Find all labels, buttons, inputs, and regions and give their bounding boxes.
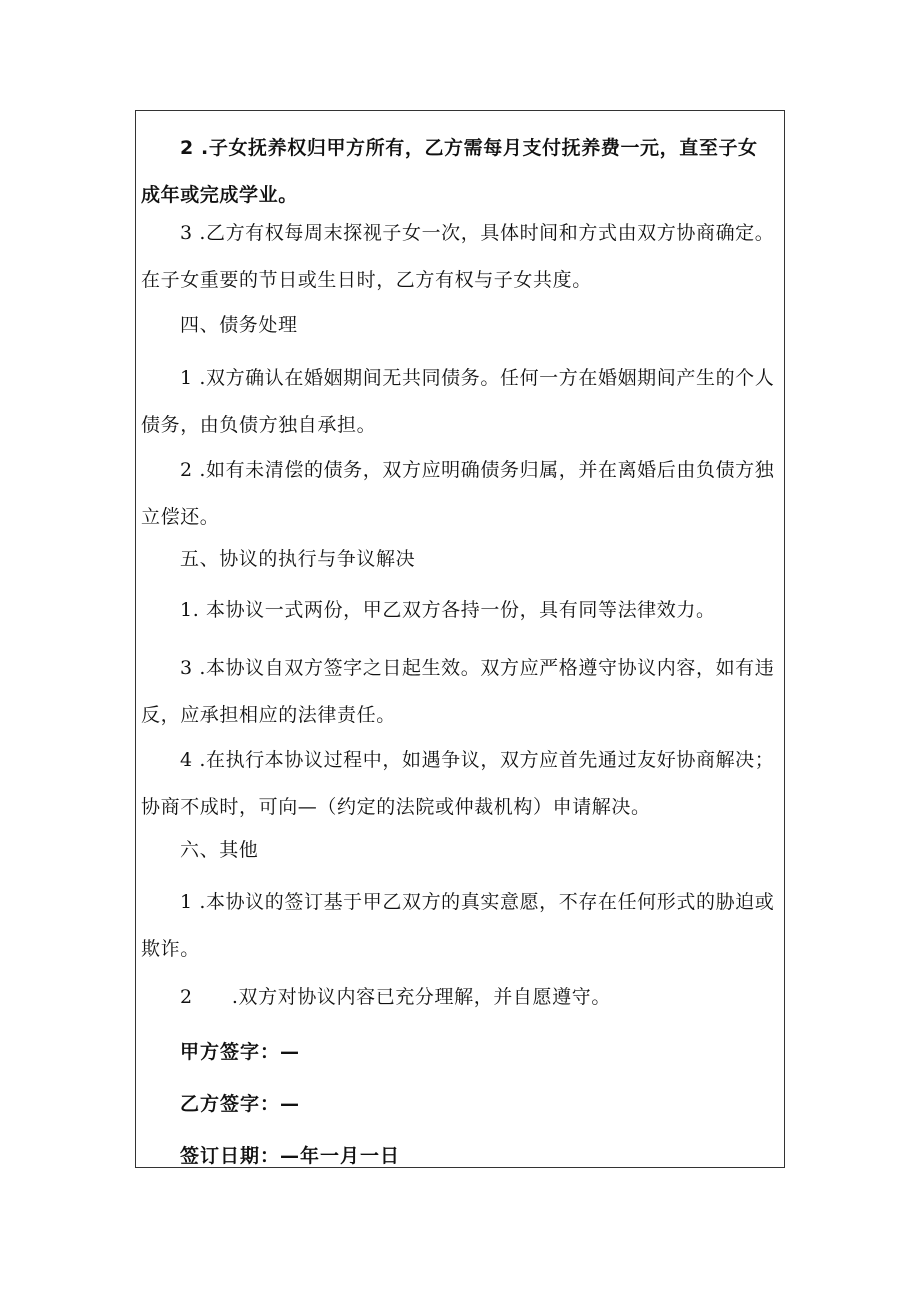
clause-custody [141,125,780,219]
clause-visitation-line2: 在子女重要的节日或生日时，乙方有权与子女共度。 [141,269,592,291]
clause-dispute-line1: 4 .在执行本协议过程中，如遇争议，双方应首先通过友好协商解决； [180,749,775,771]
clause-no-joint-debt-line1: 1 .双方确认在婚姻期间无共同债务。任何一方在婚姻期间产生的个人 [180,367,775,389]
clause-effective-line1: 3 .本协议自双方签字之日起生效。双方应严格遵守协议内容，如有违 [180,657,775,679]
signing-date: 签订日期：—年一月一日 [180,1145,401,1167]
signature-party-b: 乙方签字：— [180,1093,301,1115]
clause-understanding-line1: 2 .双方对协议内容已充分理解，并自愿遵守。 [180,986,611,1008]
clause-copies [141,587,780,634]
clause-dispute-line2: 协商不成时，可向—（约定的法院或仲裁机构）申请解决。 [141,796,651,818]
signature-party-a: 甲方签字：— [180,1041,301,1063]
clause-custody-line1: 2 .子女抚养权归甲方所有，乙方需每月支付抚养费一元，直至子女 [180,137,758,159]
clause-no-joint-debt [141,355,780,449]
clause-unpaid-debt-line2: 立偿还。 [141,506,220,528]
clause-unpaid-debt [141,447,780,541]
section-heading-execution: 五、协议的执行与争议解决 [180,548,416,570]
document-box [135,110,785,1168]
clause-visitation-line1: 3 .乙方有权每周末探视子女一次，具体时间和方式由双方协商确定。 [180,222,775,244]
clause-true-will-line1: 1 .本协议的签订基于甲乙双方的真实意愿，不存在任何形式的胁迫或 [180,891,775,913]
clause-effective [141,645,780,739]
clause-no-joint-debt-line2: 债务，由负债方独自承担。 [141,414,377,436]
clause-understanding [141,974,780,1021]
clause-visitation [141,210,780,304]
clause-custody-line2: 成年或完成学业。 [141,184,298,206]
clause-effective-line2: 反，应承担相应的法律责任。 [141,704,396,726]
clause-unpaid-debt-line1: 2 .如有未清偿的债务，双方应明确债务归属，并在离婚后由负债方独 [180,459,775,481]
clause-copies-line1: 1. 本协议一式两份，甲乙双方各持一份，具有同等法律效力。 [180,599,716,621]
section-heading-other: 六、其他 [180,839,259,861]
section-heading-debt: 四、债务处理 [180,314,298,336]
clause-dispute [141,737,780,831]
clause-true-will [141,879,780,973]
clause-true-will-line2: 欺诈。 [141,938,200,960]
